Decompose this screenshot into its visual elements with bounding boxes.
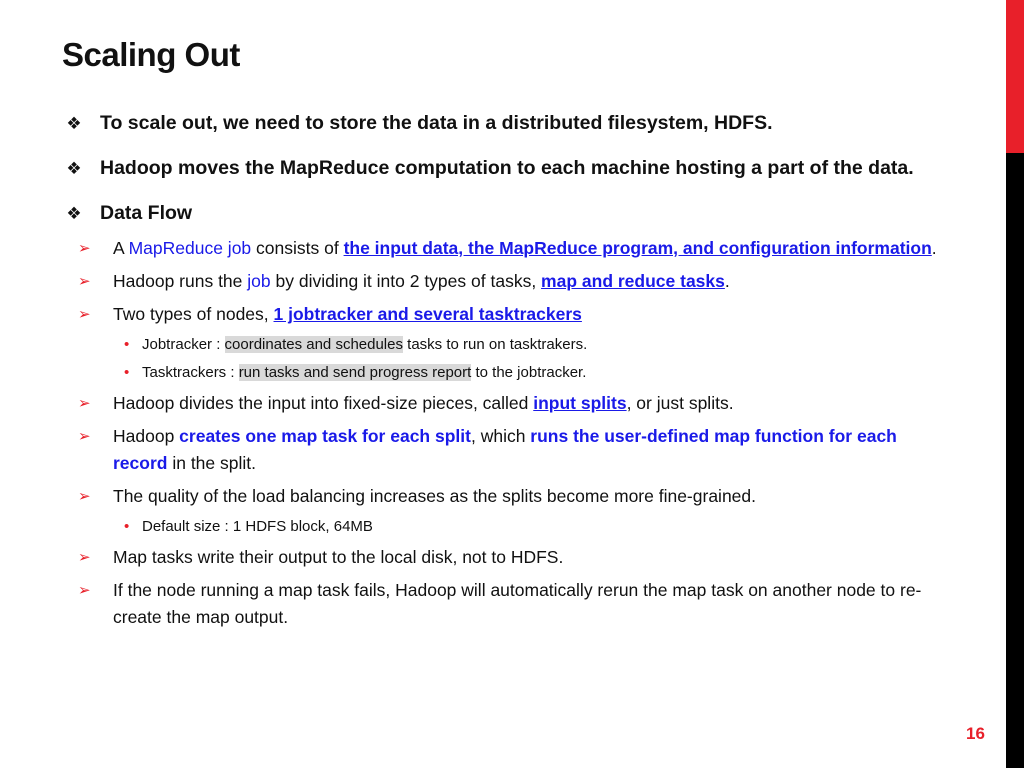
bullet-text: Hadoop moves the MapReduce computation to each machine hosting a part of the data. <box>100 157 914 179</box>
bold-blue-phrase: runs the user-defined map function for each record <box>113 426 897 473</box>
term-mapreduce-job: MapReduce job <box>128 238 252 258</box>
dot-bullet-icon: • <box>124 518 130 535</box>
sub-bullet-mapreduce-job: ➢ A MapReduce job consists of the input data, the MapReduce program, and configuration information. <box>62 235 942 262</box>
arrow-bullet-icon: ➢ <box>78 273 91 290</box>
arrow-bullet-icon: ➢ <box>78 428 91 445</box>
bullet-text: To scale out, we need to store the data in a distributed filesystem, HDFS. <box>100 112 773 134</box>
diamond-bullet-icon: ❖ <box>66 114 82 133</box>
sub-sub-bullet-jobtracker: • Jobtracker : coordinates and schedules tasks to run on tasktrakers. <box>62 334 942 356</box>
sub-sub-bullet-default-size: • Default size : 1 HDFS block, 64MB <box>62 516 942 538</box>
side-accent-bar <box>1006 0 1024 153</box>
bullet-data-flow <box>62 198 942 229</box>
arrow-bullet-icon: ➢ <box>78 395 91 412</box>
sub-bullet-load-balancing: ➢ The quality of the load balancing increases as the splits become more fine-grained. <box>62 483 942 510</box>
arrow-bullet-icon: ➢ <box>78 306 91 323</box>
sub-bullet-local-disk: ➢ Map tasks write their output to the local disk, not to HDFS. <box>62 544 942 571</box>
bullet-scale-out <box>62 108 942 139</box>
sub-bullet-node-types: ➢ Two types of nodes, 1 jobtracker and several tasktrackers <box>62 301 942 328</box>
arrow-bullet-icon: ➢ <box>78 240 91 257</box>
term-job: job <box>247 271 271 291</box>
arrow-bullet-icon: ➢ <box>78 488 91 505</box>
highlight-link: the input data, the MapReduce program, and configuration information <box>343 238 932 258</box>
arrow-bullet-icon: ➢ <box>78 582 91 599</box>
page-number: 16 <box>966 724 985 743</box>
highlight-link: 1 jobtracker and several tasktrackers <box>273 304 582 324</box>
slide-title: Scaling Out <box>62 36 240 73</box>
highlight-link: input splits <box>533 393 627 413</box>
bullet-hadoop-moves <box>62 153 942 184</box>
sub-sub-bullet-tasktrackers: • Tasktrackers : run tasks and send progress report to the jobtracker. <box>62 362 942 384</box>
bold-blue-phrase: creates one map task for each split <box>179 426 471 446</box>
sub-bullet-runs-job: ➢ Hadoop runs the job by dividing it into 2 types of tasks, map and reduce tasks. <box>62 268 942 295</box>
slide-body <box>62 108 942 637</box>
bullet-text: Data Flow <box>100 202 193 224</box>
highlight-link: map and reduce tasks <box>541 271 725 291</box>
dot-bullet-icon: • <box>124 364 130 381</box>
sub-bullet-rerun: ➢ If the node running a map task fails, Hadoop will automatically rerun the map task on another node to re-create the map output. <box>62 577 942 631</box>
highlighted-phrase: coordinates and schedules <box>224 336 403 353</box>
diamond-bullet-icon: ❖ <box>66 159 82 178</box>
sub-bullet-input-splits: ➢ Hadoop divides the input into fixed-size pieces, called input splits, or just splits. <box>62 390 942 417</box>
highlighted-phrase: run tasks and send progress report <box>238 364 472 381</box>
arrow-bullet-icon: ➢ <box>78 549 91 566</box>
sub-bullet-map-task-per-split: ➢ Hadoop creates one map task for each split, which runs the user-defined map function for each record in the split. <box>62 423 942 477</box>
dot-bullet-icon: • <box>124 336 130 353</box>
diamond-bullet-icon: ❖ <box>66 204 82 223</box>
side-dark-bar <box>1006 153 1024 768</box>
